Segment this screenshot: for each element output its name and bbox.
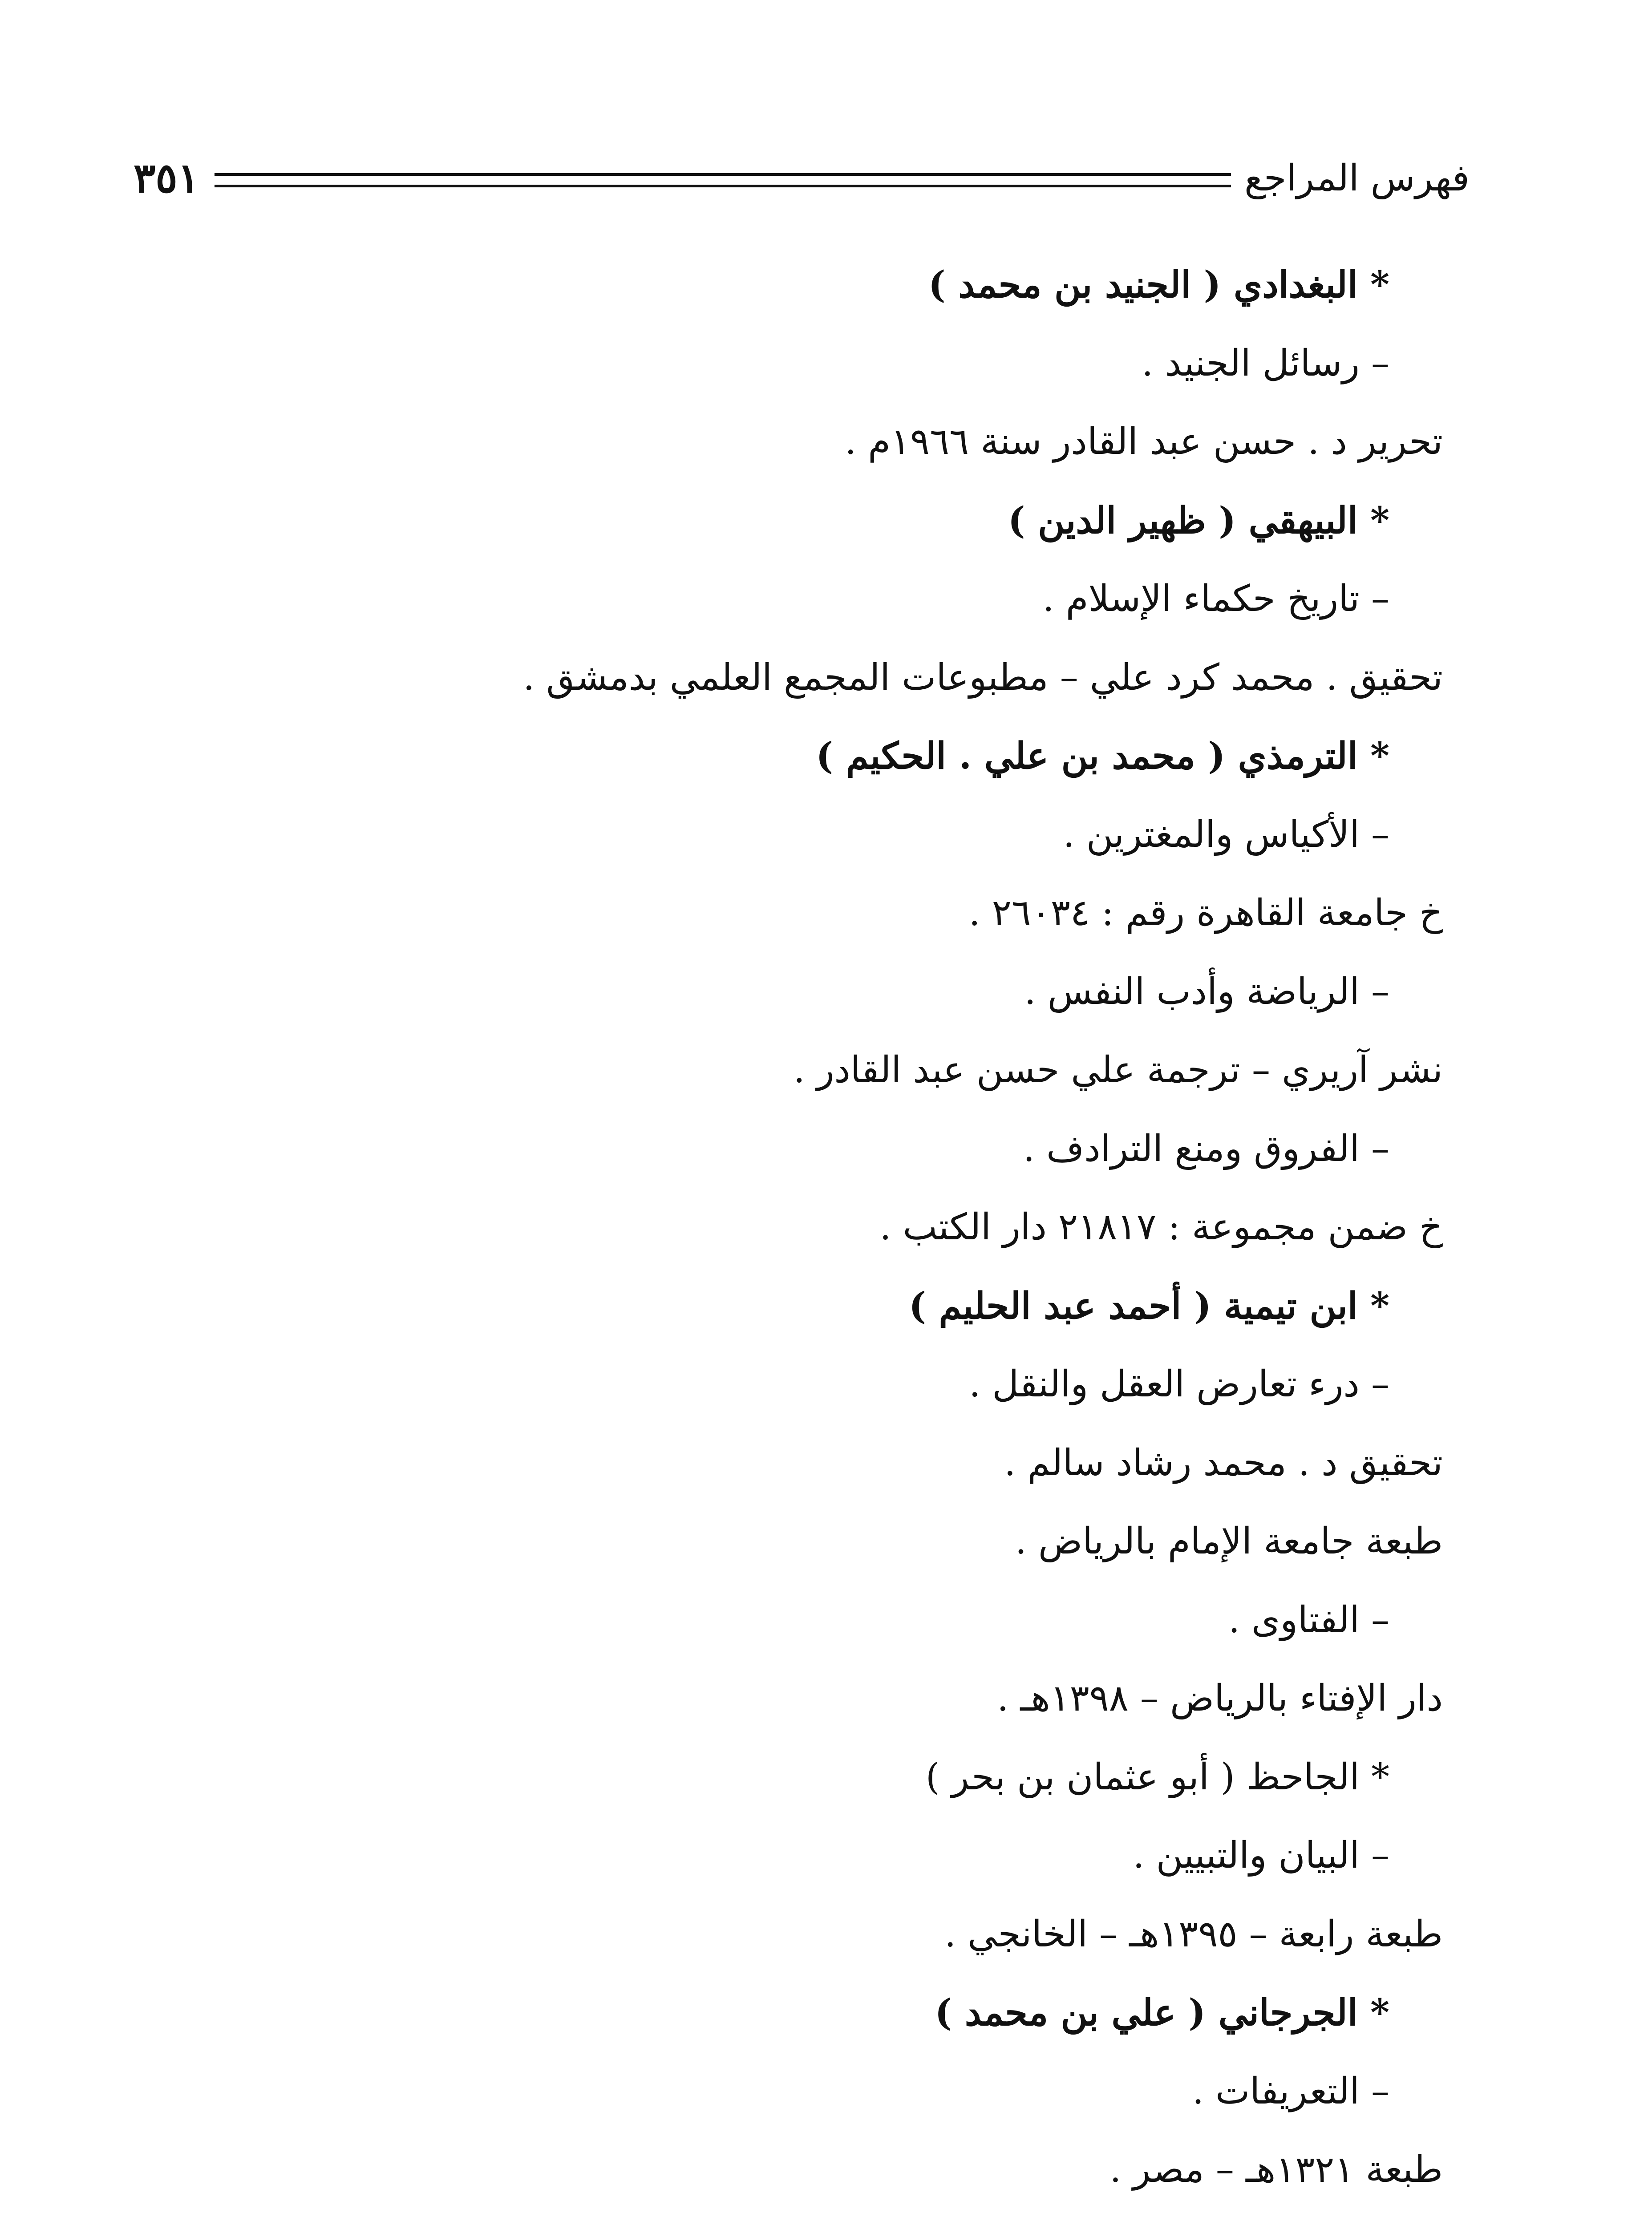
work-title: – الأكياس والمغترين . xyxy=(1063,813,1389,856)
publication-detail: دار الإفتاء بالرياض – ١٣٩٨هـ . xyxy=(997,1677,1443,1719)
publication-detail: تحرير د . حسن عبد القادر سنة ١٩٦٦م . xyxy=(845,421,1443,463)
work-title: – التعريفات . xyxy=(1192,2070,1389,2112)
publication-detail: طبعة ١٣٢١هـ – مصر . xyxy=(1109,2148,1443,2191)
author-heading xyxy=(134,2209,1403,2225)
work-title: – رسائل الجنيد . xyxy=(1142,342,1389,384)
publication-detail: خ ضمن مجموعة : ٢١٨١٧ دار الكتب . xyxy=(879,1206,1443,1248)
header-rule xyxy=(215,173,1231,187)
author-heading: * ابن تيمية ( أحمد عبد الحليم ) xyxy=(909,1284,1389,1327)
author-heading: * الجرجاني ( علي بن محمد ) xyxy=(935,1991,1389,2034)
work-title: – الفروق ومنع الترادف . xyxy=(1023,1127,1389,1170)
work-title: – تاريخ حكماء الإسلام . xyxy=(1042,578,1389,620)
author-heading: * الجاحظ ( أبو عثمان بن بحر ) xyxy=(925,1756,1389,1798)
work-title: – البيان والتبيين . xyxy=(1133,1834,1389,1877)
publication-detail: نشر آريري – ترجمة علي حسن عبد القادر . xyxy=(793,1049,1443,1091)
publication-detail: طبعة رابعة – ١٣٩٥هـ – الخانجي . xyxy=(944,1913,1443,1955)
work-title: – درء تعارض العقل والنقل . xyxy=(969,1363,1389,1405)
page-number: ٣٥١ xyxy=(134,154,200,202)
running-header xyxy=(134,151,1470,205)
work-title: – الفتاوى . xyxy=(1228,1598,1389,1641)
publication-detail: تحقيق د . محمد رشاد سالم . xyxy=(1004,1441,1443,1484)
publication-detail: خ جامعة القاهرة رقم : ٢٦٠٣٤ . xyxy=(968,892,1443,934)
reference-list xyxy=(134,246,1443,2225)
author-heading: * البغدادي ( الجنيد بن محمد ) xyxy=(928,263,1389,306)
publication-detail: تحقيق . محمد كرد علي – مطبوعات المجمع العلمي بدمشق . xyxy=(523,656,1443,699)
work-title: – الرياضة وأدب النفس . xyxy=(1024,970,1389,1013)
author-heading: * البيهقي ( ظهير الدين ) xyxy=(1008,499,1389,542)
publication-detail: طبعة جامعة الإمام بالرياض . xyxy=(1015,1520,1443,1562)
author-heading: * الترمذي ( محمد بن علي . الحكيم ) xyxy=(816,735,1389,777)
header-title: فهرس المراجع xyxy=(1244,157,1470,199)
